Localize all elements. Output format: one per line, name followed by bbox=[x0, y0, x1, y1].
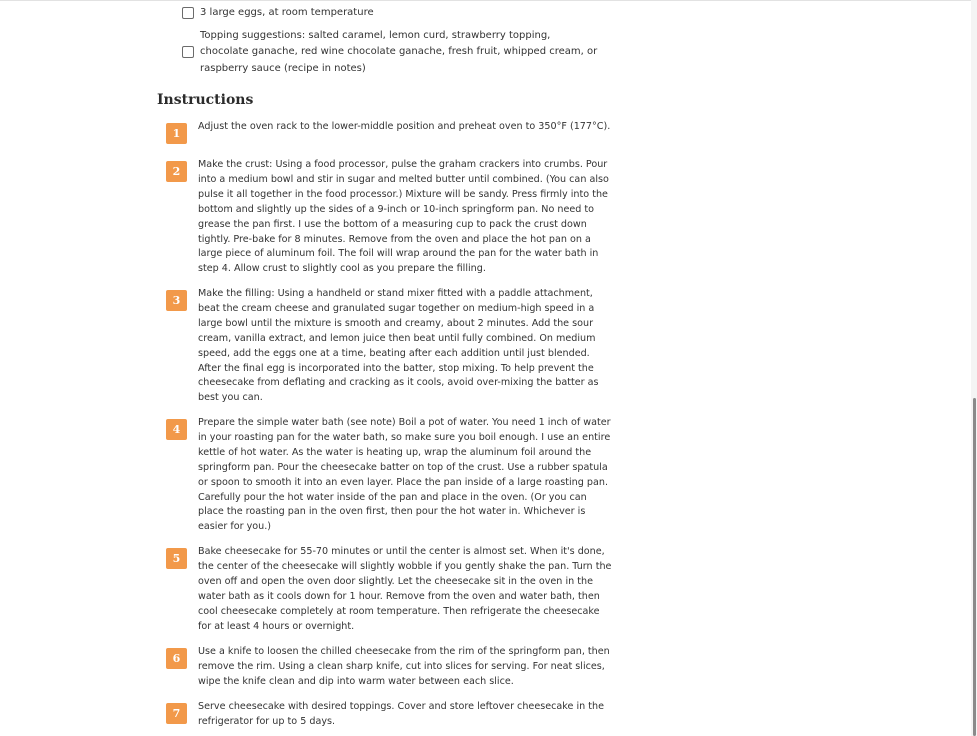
instruction-step bbox=[166, 545, 613, 634]
scrollbar-thumb[interactable] bbox=[973, 398, 976, 736]
instruction-step bbox=[166, 700, 613, 730]
instructions-heading: Instructions bbox=[157, 92, 254, 108]
ingredient-item bbox=[182, 28, 612, 78]
step-text: Make the filling: Using a handheld or stand mixer fitted with a paddle attachment, beat the cream cheese and granulated sugar together on medium-high speed in a large bowl until the mixture is smooth and creamy, about 2 minutes. Add the sour cream, vanilla extract, and lemon juice then beat until fully combined. On medium speed, add the eggs one at a time, beating after each addition until just blended. After the final egg is incorporated into the batter, stop mixing. To help prevent the cheesecake from deflating and cracking as it cools, avoid over-mixing the batter as best you can. bbox=[198, 288, 599, 404]
top-divider bbox=[0, 0, 977, 1]
instruction-step bbox=[166, 416, 613, 535]
step-number-badge: 1 bbox=[166, 123, 187, 144]
step-text: Prepare the simple water bath (see note) Boil a pot of water. You need 1 inch of water in your roasting pan for the water bath, so make sure you boil enough. I use an entire kettle of hot water. As the water is heating up, wrap the aluminum foil around the springform pan. Pour the cheesecake batter on top of the crust. Use a rubber spatula or spoon to smooth it into an even layer. Place the pan inside of a large roasting pan. Carefully pour the hot water inside of the pan and place in the oven. (Or you can place the roasting pan in the oven first, then pour the hot water in. Whichever is easier for you.) bbox=[198, 417, 611, 533]
step-number-badge: 3 bbox=[166, 290, 187, 311]
step-text: Make the crust: Using a food processor, pulse the graham crackers into crumbs. Pour into a medium bowl and stir in sugar and melted butter until combined. (You can also pulse it all together in the food processor.) Mixture will be sandy. Press firmly into the bottom and slightly up the sides of a 9-inch or 10-inch springform pan. No need to grease the pan first. I use the bottom of a measuring cup to pack the crust down tightly. Pre-bake for 8 minutes. Remove from the oven and place the hot pan on a large piece of aluminum foil. The foil will wrap around the pan for the water bath in step 4. Allow crust to slightly cool as you prepare the filling. bbox=[198, 159, 609, 275]
step-text: Bake cheesecake for 55-70 minutes or until the center is almost set. When it's done, the center of the cheesecake will slightly wobble if you gently shake the pan. Turn the oven off and open the oven door slightly. Let the cheesecake sit in the oven in the water bath as it cools down for 1 hour. Remove from the oven and water bath, then cool cheesecake completely at room temperature. Then refrigerate the cheesecake for at least 4 hours or overnight. bbox=[198, 546, 612, 632]
ingredient-checkbox[interactable] bbox=[182, 46, 194, 58]
step-number-badge: 6 bbox=[166, 648, 187, 669]
ingredient-checkbox[interactable] bbox=[182, 7, 194, 19]
step-text: Serve cheesecake with desired toppings. Cover and store leftover cheesecake in the refrigerator for up to 5 days. bbox=[198, 701, 604, 727]
ingredient-text: Topping suggestions: salted caramel, lemon curd, strawberry topping, chocolate ganache, red wine chocolate ganache, fresh fruit, whipped cream, or raspberry sauce (recipe in notes) bbox=[200, 29, 598, 74]
instruction-step bbox=[166, 120, 613, 144]
step-number-badge: 4 bbox=[166, 419, 187, 440]
step-number-badge: 5 bbox=[166, 548, 187, 569]
instruction-step bbox=[166, 645, 613, 690]
step-text: Adjust the oven rack to the lower-middle position and preheat oven to 350°F (177°C). bbox=[198, 121, 611, 132]
instruction-step bbox=[166, 287, 613, 406]
step-text: Use a knife to loosen the chilled cheesecake from the rim of the springform pan, then remove the rim. Using a clean sharp knife, cut into slices for serving. For neat slices, wipe the knife clean and dip into warm water between each slice. bbox=[198, 646, 610, 687]
step-number-badge: 2 bbox=[166, 161, 187, 182]
instruction-step bbox=[166, 158, 613, 277]
ingredient-text: 3 large eggs, at room temperature bbox=[200, 7, 374, 18]
step-number-badge: 7 bbox=[166, 703, 187, 724]
ingredient-list bbox=[182, 5, 612, 83]
ingredient-item bbox=[182, 5, 612, 22]
